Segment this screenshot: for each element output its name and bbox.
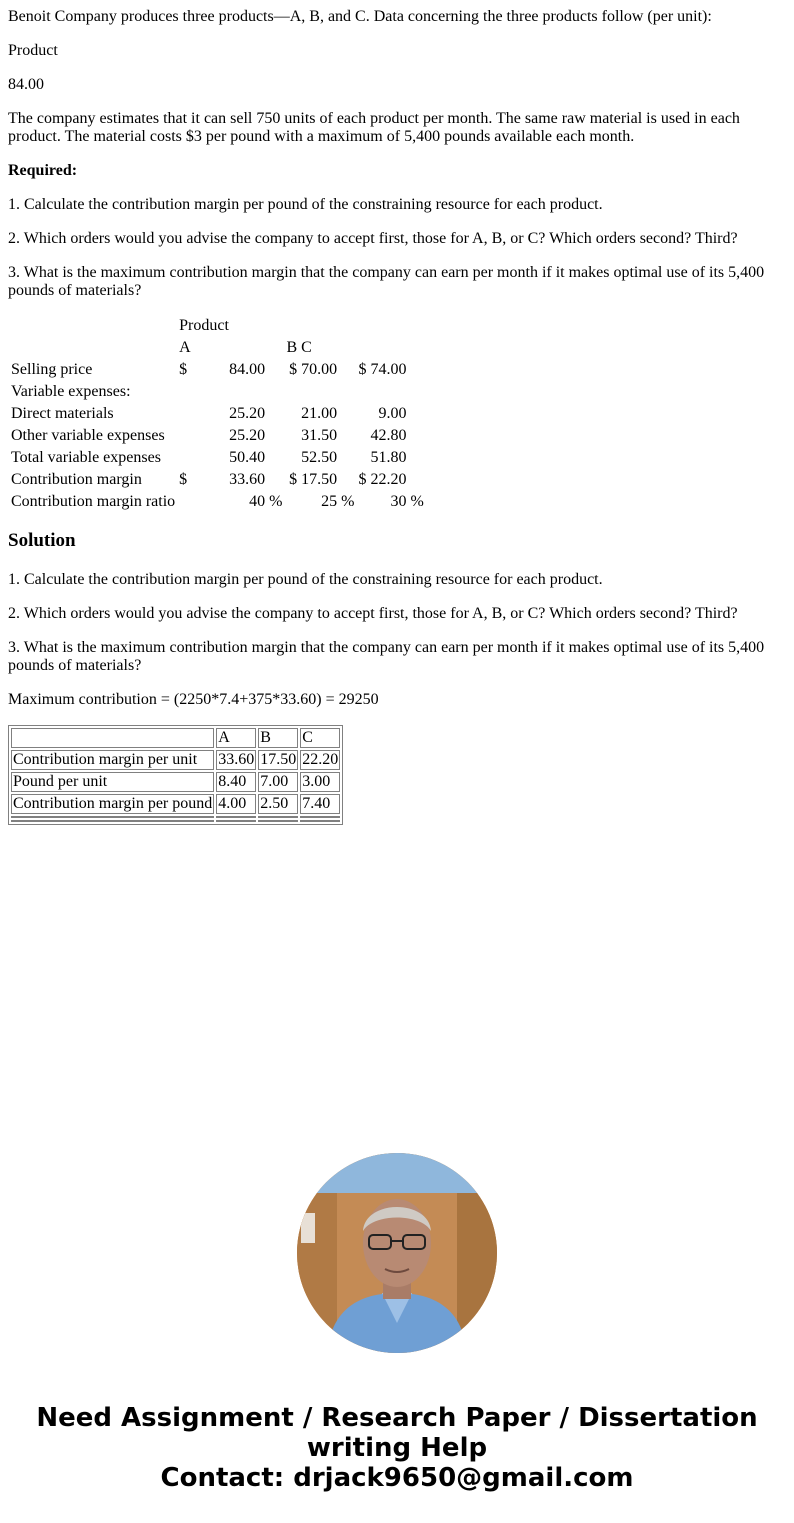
required-label: Required: bbox=[8, 162, 78, 179]
table-row: Pound per unit 8.40 7.00 3.00 bbox=[11, 772, 340, 792]
table-row: Selling price $ 84.00 $ 70.00 $ 74.00 bbox=[11, 361, 407, 378]
document bbox=[8, 8, 786, 825]
table-header-row bbox=[10, 316, 425, 336]
intro-text: Benoit Company produces three products—A, B, and C. Data concerning the three products follow (per unit): bbox=[8, 8, 712, 25]
table-row: Contribution margin per unit 33.60 17.50 22.20 bbox=[13, 751, 339, 768]
header-a: A bbox=[179, 339, 191, 356]
question-1: 1. Calculate the contribution margin per pound of the constraining resource for each product. bbox=[8, 196, 603, 213]
stray-value: 84.00 bbox=[8, 76, 44, 93]
table-row: Total variable expenses 50.40 52.50 51.80 bbox=[11, 449, 407, 466]
avatar bbox=[297, 1153, 497, 1353]
table-header-row bbox=[10, 338, 425, 358]
table-row bbox=[11, 816, 340, 818]
header-c: C bbox=[301, 339, 312, 356]
solution-question-1: 1. Calculate the contribution margin per pound of the constraining resource for each product. bbox=[8, 571, 603, 588]
question-2: 2. Which orders would you advise the company to accept first, those for A, B, or C? Which orders second? Third? bbox=[8, 230, 738, 247]
header-b: B bbox=[286, 339, 298, 356]
solution-question-3: 3. What is the maximum contribution margin that the company can earn per month if it makes optimal use of its 5,400 pounds of materials? bbox=[8, 639, 765, 674]
table-row bbox=[11, 820, 340, 822]
max-contribution: Maximum contribution = (2250*7.4+375*33.60) = 29250 bbox=[8, 691, 379, 708]
table-header-row: A B C bbox=[11, 728, 340, 748]
table-row: Direct materials 25.20 21.00 9.00 bbox=[11, 405, 407, 422]
footer-line-2: writing Help bbox=[306, 1433, 488, 1463]
header-product: Product bbox=[179, 317, 229, 334]
product-label: Product bbox=[8, 42, 58, 59]
footer-line-1: Need Assignment / Research Paper / Dissertation bbox=[36, 1403, 758, 1433]
solution-question-2: 2. Which orders would you advise the company to accept first, those for A, B, or C? Which orders second? Third? bbox=[8, 605, 738, 622]
table-row: Other variable expenses 25.20 31.50 42.80 bbox=[11, 427, 407, 444]
person-photo-icon bbox=[297, 1153, 497, 1353]
footer-contact: Contact: drjack9650@gmail.com bbox=[160, 1463, 634, 1493]
table-row: Variable expenses: bbox=[11, 383, 131, 400]
table-row: Contribution margin $ 33.60 $ 17.50 $ 22.20 bbox=[11, 471, 407, 488]
estimate-text: The company estimates that it can sell 750 units of each product per month. The same raw material is used in each product. The material costs $3 per pound with a maximum of 5,400 pounds available each month. bbox=[8, 110, 740, 145]
table-row: Contribution margin per pound 4.00 2.50 7.40 bbox=[11, 794, 340, 814]
question-3: 3. What is the maximum contribution margin that the company can earn per month if it makes optimal use of its 5,400 pounds of materials? bbox=[8, 264, 765, 299]
footer-banner bbox=[0, 1403, 794, 1493]
contribution-margin-table bbox=[8, 314, 427, 514]
table-row: Contribution margin ratio 40 % 25 % 30 % bbox=[11, 493, 424, 510]
solution-heading: Solution bbox=[8, 530, 76, 551]
solution-table bbox=[8, 725, 343, 825]
